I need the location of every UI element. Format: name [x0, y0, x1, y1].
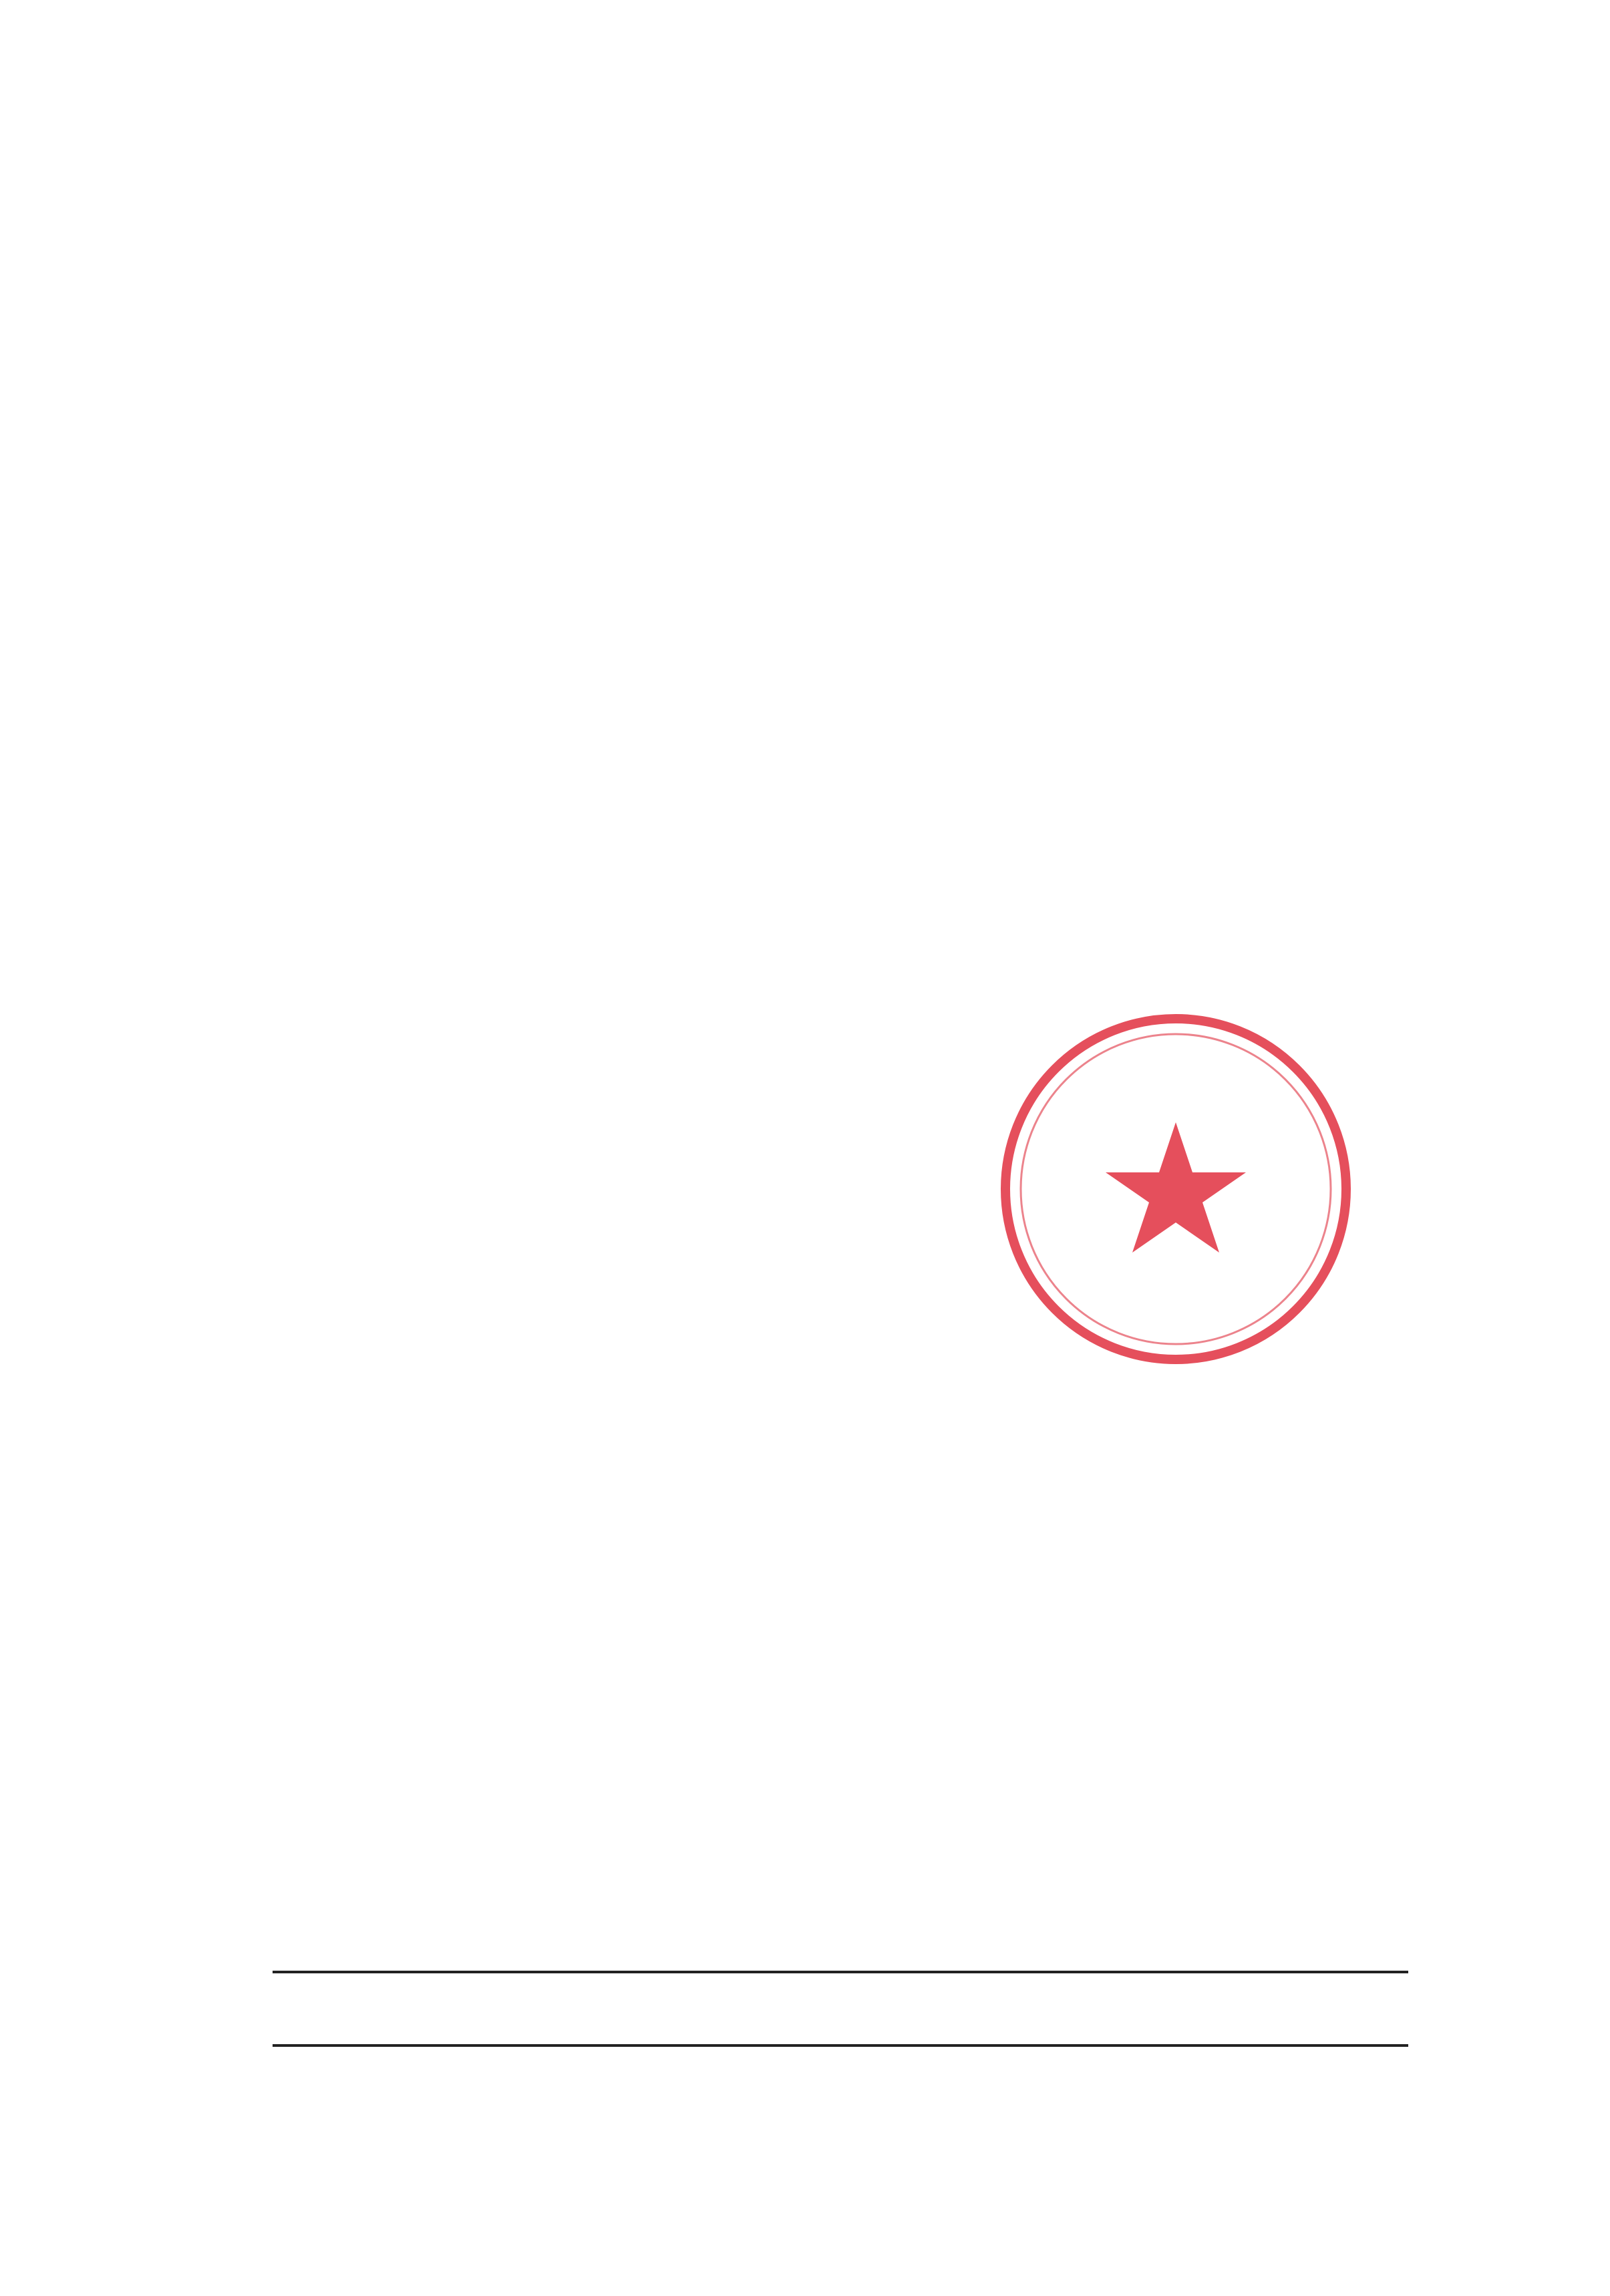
footer-bottom-rule	[273, 2044, 1408, 2047]
footer-top-rule	[273, 1971, 1408, 1973]
seal-star-icon	[1106, 1122, 1246, 1253]
official-seal-stamp	[989, 1002, 1363, 1376]
